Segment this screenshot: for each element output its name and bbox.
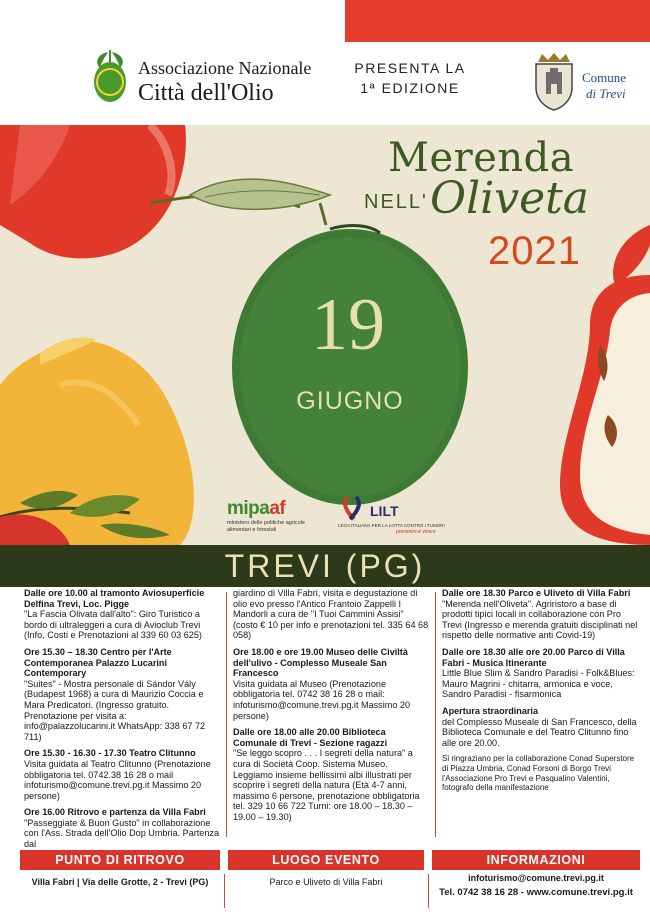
comune-brand[interactable] [530,52,645,112]
program-item-text: Visita guidata al Museo (Prenotazione obbligatoria tel. 0742 38 16 28 o mail: infoturismo@comune.trevi.pg.it Massimo 20 persone) [233,678,411,721]
footer [0,846,650,912]
program-item [233,588,429,641]
program-item [24,807,220,849]
lilt-name: LILT [370,503,399,519]
mipaaf-subtitle: ministero delle politiche agricole alimentari e forestali [227,520,305,533]
program-item-text: Little Blue Slim & Sandro Paradisi - Folk&Blues: Mauro Magrini - chitarra, armonica e voce, Sandro Paradisi - fisarmonica [442,668,635,700]
mipaaf-wordmark-a: mipa [227,498,270,519]
association-brand[interactable] [88,48,318,112]
meeting-point-value: Villa Fabri | Via delle Grotte, 2 - Trevi (PG) [31,877,209,887]
association-name-line2: Città dell'Olio [138,80,274,106]
event-month: GIUGNO [296,387,404,415]
association-name-line1: Associazione Nazionale [138,58,312,78]
program-column-1 [24,588,220,856]
event-location-label: LUOGO EVENTO [228,850,424,870]
program-item [442,647,638,700]
program-item-heading: Dalle ore 18.30 Parco e Uliveto di Villa Fabri [442,588,631,598]
mipaaf-wordmark [227,498,322,520]
lilt-motto: prevenire è vivere [396,529,436,535]
program-item-heading: Ore 15.30 - 16.30 - 17.30 Teatro Clitunno [24,748,196,759]
top-red-band [345,0,650,42]
program-column-3 [442,588,638,799]
program-item-heading: Ore 18.00 e ore 19.00 Museo delle Civiltà dell'ulivo - Complesso Museale San Francesco [233,646,408,679]
program-item-heading: Dalle ore 10.00 al tramonto Aviosuperficie Delfina Trevi, Loc. Pigge [24,588,205,609]
event-location-value: Parco e Uliveto di Villa Fabri [269,877,383,887]
column-divider [226,592,227,837]
footer-divider [224,874,225,908]
title-merenda: Merenda [388,135,575,181]
leaf-icon [190,179,330,209]
svg-text:·: · [109,102,111,107]
footer-divider [428,874,429,908]
program-item-heading: Apertura straordinaria [442,705,539,716]
program-item-heading: Dalle ore 18.00 alle 20.00 Biblioteca Comunale di Trevi - Sezione ragazzi [233,727,388,748]
program-item [442,588,638,641]
program-item [233,647,429,721]
comune-line2: di Trevi [586,86,626,101]
info-contacts[interactable]: Tel. 0742 38 16 28 - www.comune.trevi.pg.it [439,887,633,898]
program-item-heading: Ore 16.00 Ritrovo e partenza da Villa Fabri [24,807,206,818]
meeting-point-label: PUNTO DI RITROVO [20,850,220,870]
program-item [442,706,638,748]
mipaaf-wordmark-b: af [269,498,286,519]
title-year: 2021 [488,229,581,273]
program-item-text: Visita guidata al Teatro Clitunno (Prenotazione obbligatoria tel. 0742.38 16 28 o mail infoturismo@comune.trevi.pg.it Massimo 20 persone) [24,758,211,801]
mipaaf-logo[interactable] [227,498,322,542]
program-column-2 [233,588,429,828]
lilt-logo[interactable] [338,495,445,539]
title-oliveta: Oliveta [430,173,590,224]
header [0,0,650,125]
program-item-heading: Ore 15.30 – 18.30 Centro per l'Arte Contemporanea Palazzo Lucarini Contemporary [24,646,172,679]
program-item-text: "Suites" - Mostra personale di Sándor Vály (Budapest 1968) a cura di Maurizio Coccia e Mara Predicatori. (Ingresso gratuito. Prenotazione per visita a: info@palazzolucarini.it WhatsApp: 338 67 72 711) [24,678,206,742]
olive-logo-icon [88,48,132,110]
lilt-ribbon-icon [338,495,368,521]
event-day: 19 [311,284,385,366]
location-banner [0,545,650,587]
coat-of-arms-icon [530,52,578,112]
acknowledgements [442,754,638,792]
program [0,588,650,850]
presenta-caption [340,58,480,98]
location-title: TREVI (PG) [224,548,426,584]
poster-artwork [0,125,650,545]
program-item-text: "Se leggo scopro . . . I segreti della natura" a cura di Società Coop. Sistema Museo. Leggiamo insieme bellissimi albi illustrati per scoprire i segreti della natura (Età 4-7 anni, massimo 6 persone, prenotazione obbligatoria tel. 329 10 66 722 Turni: ore 18.00 – 18.30 – 19.00 – 19.30) [233,748,420,822]
information-label: INFORMAZIONI [432,850,640,870]
program-item [24,647,220,742]
acknowledgements-text: Si ringraziano per la collaborazione Conad Superstore di Piazza Umbria, Conad Forsoni di Borgo Trevi l'Associazione Pro Trevi e Pasqualino Valentini, fotografo della manifestazione [442,754,635,793]
program-item-text: giardino di Villa Fabri, visita e degustazione di olio evo presso l'Antico Frantoio Zappelli I Mandorli a cura de "I Tuoi Cammini Assisi" (costo € 10 per info e prenotazioni tel. 335 64 68 058) [233,588,429,641]
info-email-link[interactable]: infoturismo@comune.trevi.pg.it [468,873,604,883]
program-item-text: "La Fascia Olivata dall'alto": Giro Turistico a bordo di ultraleggeri a cura di Avioclub Trevi (Info, Costi e Prenotazioni al 339 60 03 625) [24,609,202,641]
program-item-text: "Merenda nell'Oliveta". Agriristoro a base di prodotti tipici locali in collaborazione con Pro Trevi (Ingresso e merenda gratuiti disciplinati nel rispetto delle normative anti Covid-19) [442,598,638,641]
title-nell: NELL' [364,191,428,213]
column-divider [435,592,436,837]
program-item-heading: Dalle ore 18.30 alle ore 20.00 Parco di Villa Fabri - Musica Itinerante [442,646,625,668]
presenta-line2: 1ª EDIZIONE [360,80,460,96]
program-item [233,727,429,822]
program-item-text: "Passeggiate & Buon Gusto" in collaborazione con l'Ass. Strada dell'Olio Dop Umbria. Partenza dal [24,817,220,850]
lilt-subtitle: LEGA ITALIANA PER LA LOTTA CONTRO I TUMORI [338,523,445,528]
program-item-text: del Complesso Museale di San Francesco, della Biblioteca Comunale e del Teatro Clitunno fino alle ore 20.00. [442,716,637,748]
program-item [24,748,220,801]
presenta-line1: PRESENTA LA [354,60,466,76]
program-item [24,588,220,641]
comune-line1: Comune [582,70,627,85]
